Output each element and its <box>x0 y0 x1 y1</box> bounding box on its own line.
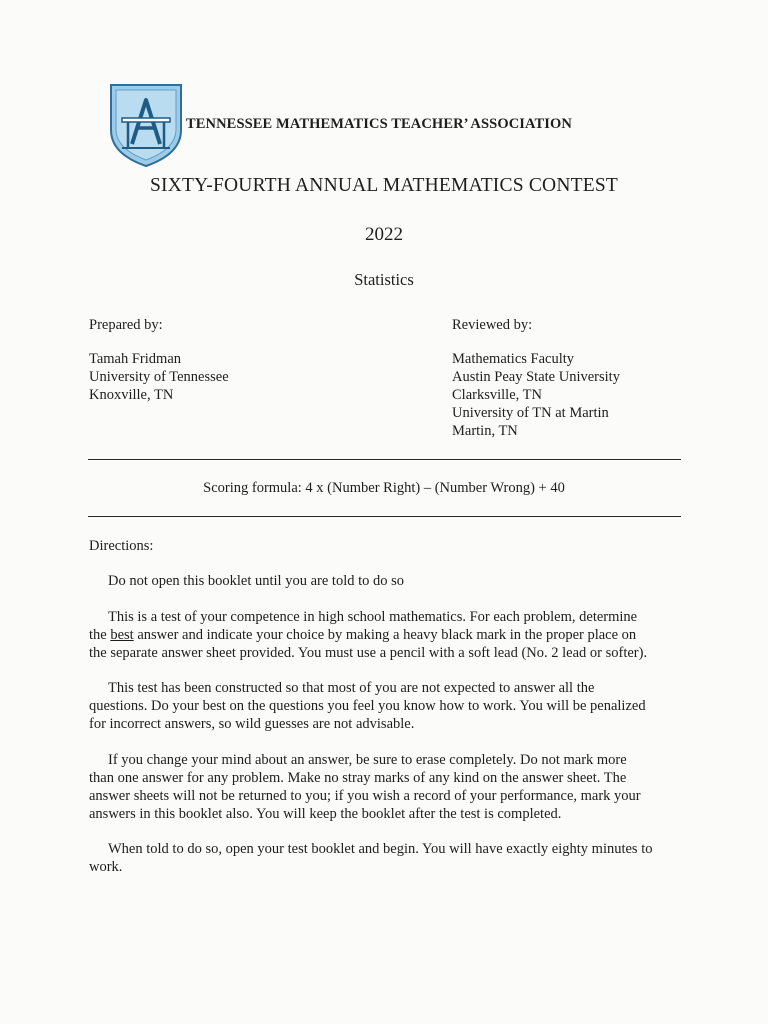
paragraph-line: Do not open this booklet until you are told to do so <box>108 573 405 589</box>
paragraph-line: This is a test of your competence in high school mathematics. For each problem, determine <box>108 609 638 625</box>
reviewed-by-line: University of TN at Martin <box>452 405 609 421</box>
paragraph-line: the separate answer sheet provided. You must use a pencil with a soft lead (No. 2 lead or softer). <box>89 645 648 661</box>
reviewed-by-block <box>452 316 620 440</box>
directions-paragraph-1 <box>89 572 687 590</box>
reviewed-by-line: Martin, TN <box>452 423 518 439</box>
divider-bottom <box>88 516 681 517</box>
reviewed-by-line: Austin Peay State University <box>452 369 620 385</box>
directions-paragraph-5 <box>89 840 687 876</box>
paragraph-line: answer sheets will not be returned to you; if you wish a record of your performance, mark your <box>89 788 641 804</box>
paragraph-line: for incorrect answers, so wild guesses are not advisable. <box>89 716 415 732</box>
paragraph-text: answer and indicate your choice by making a heavy black mark in the proper place on <box>133 627 637 643</box>
directions-paragraph-4 <box>89 751 687 823</box>
paragraph-line: questions. Do your best on the questions you feel you know how to work. You will be penalized <box>89 698 646 714</box>
emphasis-best: best <box>110 627 134 643</box>
paragraph-line: This test has been constructed so that most of you are not expected to answer all the <box>108 680 595 696</box>
prepared-by-line: Knoxville, TN <box>89 387 174 403</box>
contest-year: 2022 <box>365 224 403 245</box>
paragraph-line: than one answer for any problem. Make no stray marks of any kind on the answer sheet. The <box>89 770 627 786</box>
paragraph-line <box>89 626 687 644</box>
directions-paragraph-2 <box>89 608 687 662</box>
paragraph-line: When told to do so, open your test booklet and begin. You will have exactly eighty minutes to <box>108 841 653 857</box>
reviewed-by-label: Reviewed by: <box>452 317 533 333</box>
prepared-by-line: University of Tennessee <box>89 369 229 385</box>
association-logo-icon <box>108 82 184 168</box>
prepared-by-line: Tamah Fridman <box>89 351 182 367</box>
contest-title: SIXTY-FOURTH ANNUAL MATHEMATICS CONTEST <box>150 175 618 196</box>
reviewed-by-line: Clarksville, TN <box>452 387 542 403</box>
reviewed-by-line: Mathematics Faculty <box>452 351 575 367</box>
paragraph-line: If you change your mind about an answer, be sure to erase completely. Do not mark more <box>108 752 627 768</box>
paragraph-line: answers in this booklet also. You will keep the booklet after the test is completed. <box>89 806 562 822</box>
divider-top <box>88 459 681 460</box>
prepared-by-block <box>89 316 229 404</box>
scoring-formula: Scoring formula: 4 x (Number Right) – (Number Wrong) + 40 <box>203 480 565 496</box>
directions-paragraph-3 <box>89 679 687 733</box>
contest-subject: Statistics <box>354 270 414 289</box>
association-name: TENNESSEE MATHEMATICS TEACHER’ ASSOCIATION <box>186 116 572 132</box>
paragraph-text: the <box>89 627 111 643</box>
prepared-by-label: Prepared by: <box>89 317 163 333</box>
directions-label: Directions: <box>89 538 154 554</box>
paragraph-line: work. <box>89 859 123 875</box>
